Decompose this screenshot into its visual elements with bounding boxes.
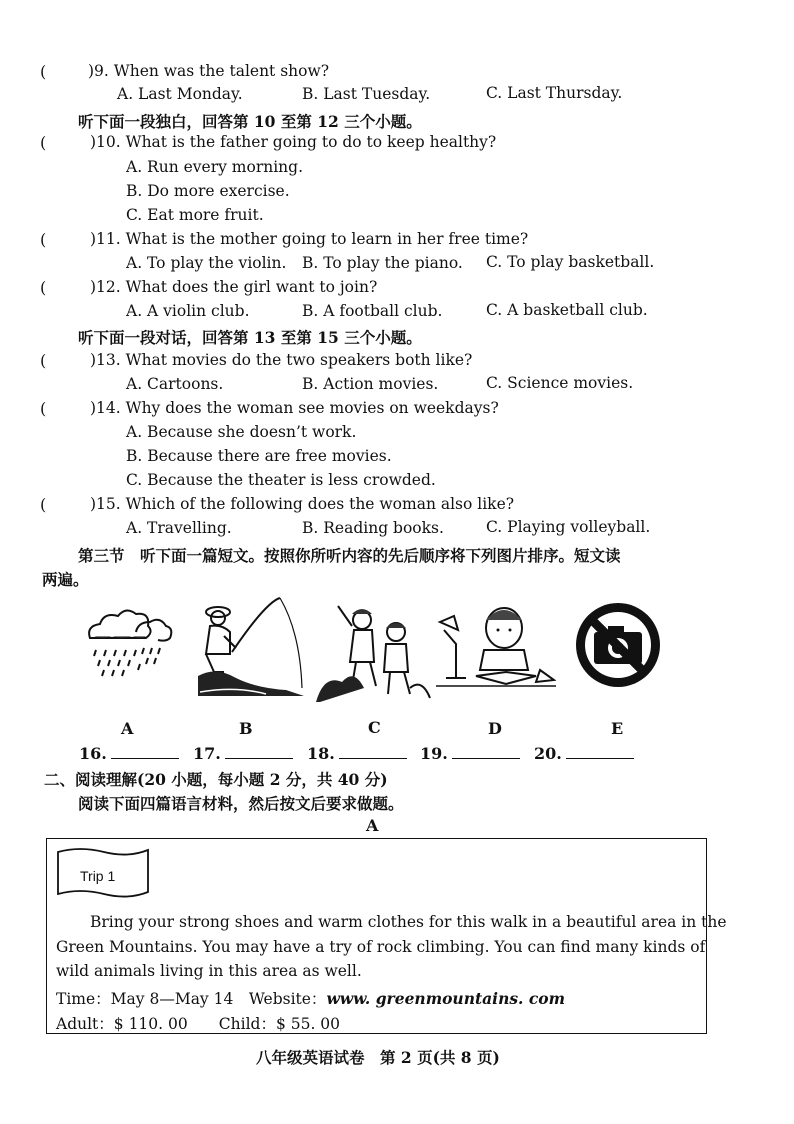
no-camera-sign-icon	[572, 600, 664, 690]
q14-option-a: A. Because she doesn’t work.	[126, 423, 357, 441]
answer-paren[interactable]: (	[40, 351, 47, 370]
q15-option-a: A. Travelling.	[126, 519, 232, 537]
question-15: )15. Which of the following does the woman also like?	[90, 495, 515, 513]
question-11: )11. What is the mother going to learn in her free time?	[90, 230, 529, 248]
q11-option-c: C. To play basketball.	[486, 253, 655, 271]
q12-option-b: B. A football club.	[302, 302, 443, 320]
passage-line-2: Green Mountains. You may have a try of rock climbing. You can find many kinds of	[56, 938, 706, 956]
page-footer: 八年级英语试卷 第 2 页(共 8 页)	[256, 1048, 500, 1067]
children-hiking-picture	[314, 598, 432, 702]
question-14: )14. Why does the woman see movies on weekdays?	[90, 399, 499, 417]
q13-option-b: B. Action movies.	[302, 375, 439, 393]
fishing-man-picture	[196, 592, 308, 700]
answer-paren[interactable]: (	[40, 62, 47, 81]
picture-label-d: D	[488, 719, 502, 738]
q11-option-b: B. To play the piano.	[302, 254, 463, 272]
instruction-monologue: 听下面一段独白，回答第 10 至第 12 三个小题。	[78, 112, 422, 131]
question-9: )9. When was the talent show?	[88, 62, 330, 80]
q9-option-a: A. Last Monday.	[117, 85, 243, 103]
passage-line-3: wild animals living in this area as well.	[56, 962, 362, 980]
picture-label-b: B	[239, 719, 253, 738]
trip-prices: Adult：$ 110. 00 Child：$ 55. 00	[56, 1015, 341, 1033]
reading-instruction: 阅读下面四篇语言材料，然后按文后要求做题。	[78, 794, 404, 813]
passage-label-a: A	[366, 816, 379, 835]
answer-paren[interactable]: (	[40, 495, 47, 514]
answer-paren[interactable]: (	[40, 230, 47, 249]
rain-clouds-picture	[84, 608, 174, 680]
answer-paren[interactable]: (	[40, 399, 47, 418]
answer-paren[interactable]: (	[40, 133, 47, 152]
q14-option-c: C. Because the theater is less crowded.	[126, 471, 436, 489]
q9-option-b: B. Last Tuesday.	[302, 85, 431, 103]
answer-blank-18[interactable]: 18.	[307, 744, 407, 763]
q13-option-c: C. Science movies.	[486, 374, 634, 392]
picture-label-a: A	[121, 719, 134, 738]
answer-blank-20[interactable]: 20.	[534, 744, 634, 763]
section-3-instruction-cont: 两遍。	[42, 570, 89, 589]
question-10: )10. What is the father going to do to keep healthy?	[90, 133, 497, 151]
q9-option-c: C. Last Thursday.	[486, 84, 623, 102]
q10-option-a: A. Run every morning.	[126, 158, 304, 176]
q12-option-c: C. A basketball club.	[486, 301, 648, 319]
q12-option-a: A. A violin club.	[126, 302, 250, 320]
boy-studying-picture	[436, 600, 556, 690]
q10-option-c: C. Eat more fruit.	[126, 206, 264, 224]
trip-label: Trip 1	[80, 868, 116, 884]
picture-label-e: E	[611, 719, 624, 738]
question-13: )13. What movies do the two speakers both like?	[90, 351, 473, 369]
q13-option-a: A. Cartoons.	[126, 375, 224, 393]
passage-line-1: Bring your strong shoes and warm clothes for this walk in a beautiful area in the	[90, 913, 727, 931]
answer-paren[interactable]: (	[40, 278, 47, 297]
q14-option-b: B. Because there are free movies.	[126, 447, 392, 465]
picture-label-c: C	[368, 718, 381, 737]
q15-option-c: C. Playing volleyball.	[486, 518, 651, 536]
instruction-dialogue: 听下面一段对话，回答第 13 至第 15 三个小题。	[78, 328, 422, 347]
answer-blank-16[interactable]: 16.	[79, 744, 179, 763]
q15-option-b: B. Reading books.	[302, 519, 444, 537]
answer-blank-19[interactable]: 19.	[420, 744, 520, 763]
section-3-instruction: 第三节 听下面一篇短文。按照你所听内容的先后顺序将下列图片排序。短文读	[78, 546, 621, 565]
answer-blank-17[interactable]: 17.	[193, 744, 293, 763]
trip-time-website: Time：May 8—May 14 Website：www. greenmountains. com	[56, 989, 566, 1008]
reading-heading: 二、阅读理解(20 小题，每小题 2 分，共 40 分)	[44, 770, 388, 789]
question-12: )12. What does the girl want to join?	[90, 278, 378, 296]
q11-option-a: A. To play the violin.	[126, 254, 287, 272]
q10-option-b: B. Do more exercise.	[126, 182, 290, 200]
